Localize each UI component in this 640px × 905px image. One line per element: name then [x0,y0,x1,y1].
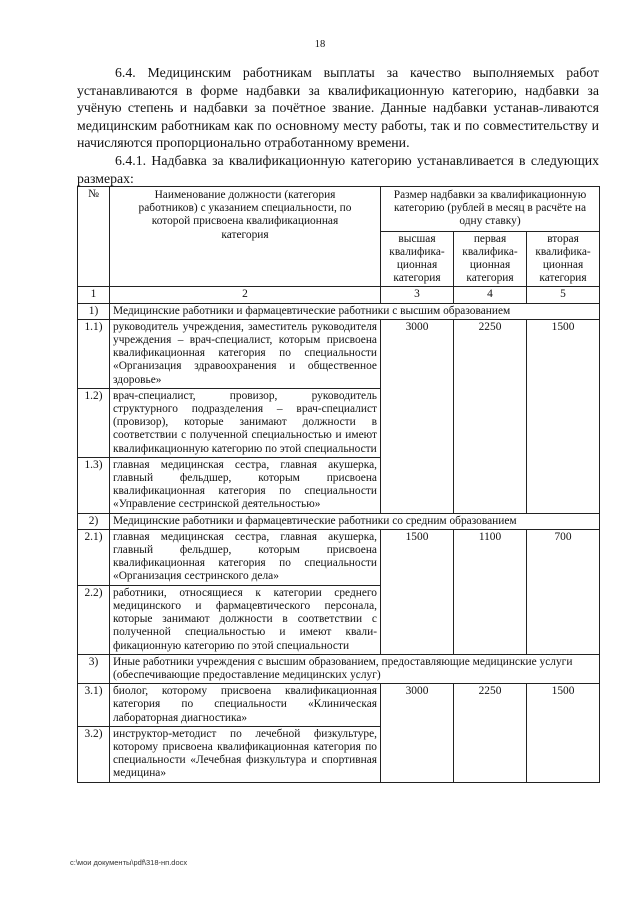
highest-category-value: 1500 [381,529,454,654]
table-header-row [78,187,600,232]
table-row [78,319,600,388]
section-number: 2) [78,513,110,529]
header-first-category: первая квалифика-ционная категория [454,231,527,287]
first-category-value: 1100 [454,529,527,654]
first-category-value: 2250 [454,319,527,513]
row-number: 3.2) [78,726,110,782]
row-position-text: главная медицинская сестра, главная акушерка, главный фельдшер, которым присвоена квалификационная категория по специальности «Организация сестринского дела» [110,529,381,585]
column-number: 3 [381,287,454,303]
section-title: Медицинские работники и фармацевтические работники с высшим образованием [110,303,600,319]
page-number: 18 [314,39,326,50]
row-number: 1.1) [78,319,110,388]
paragraph-6-4: 6.4. Медицинским работникам выплаты за качество выполняемых работ устанавливаются в форме надбавки за квалификационную категорию, надбавки за учёную степень и надбавки за почётное звание. Данные надбавки устанав-ливаются медицинским работникам как по основному месту работы, так и по совместительству и начисляются пропорционально отработанному времени. [77,65,599,151]
row-position-text: врач-специалист, провизор, руководитель структурного подразделения – врач-специалист (провизор), которые занимают должности в соответствии с полученной специальностью и имеют квалификационную категорию по этой специальности [110,388,381,457]
section-title: Иные работники учреждения с высшим образованием, предоставляющие медицинские услуги (обеспечивающие предоставление медицинских услуг) [110,654,600,683]
column-number: 4 [454,287,527,303]
column-number: 2 [110,287,381,303]
section-row [78,513,600,529]
header-position-name: Наименование должности (категория работников) с указанием специальности, по которой присвоена квалификационная категория [110,187,381,287]
allowance-table [77,186,600,783]
section-title: Медицинские работники и фармацевтические работники со средним образованием [110,513,600,529]
first-category-value: 2250 [454,684,527,782]
highest-category-value: 3000 [381,684,454,782]
column-numbers-row [78,287,600,303]
second-category-value: 1500 [527,684,600,782]
row-position-text: инструктор-методист по лечебной физкультуре, которому присвоена квалификационная категория по специальности «Лечебная физкультура и спортивная медицина» [110,726,381,782]
row-number: 1.2) [78,388,110,457]
row-number: 2.1) [78,529,110,585]
header-allowance-size: Размер надбавки за квалификационную категорию (рублей в месяц в расчёте на одну ставку) [381,187,600,232]
row-number: 3.1) [78,684,110,727]
section-row [78,654,600,683]
file-path-footer: c:\мои документы\pdf\318-нп.docx [70,858,188,867]
row-position-text: работники, относящиеся к категории среднего медицинского и фармацевтического персонала, которые занимают должности в соответствии с полученной специальностью и имеют квали-фикационную категорию по этой специальности [110,585,381,654]
column-number: 1 [78,287,110,303]
second-category-value: 1500 [527,319,600,513]
header-second-category: вторая квалифика-ционная категория [527,231,600,287]
header-number: № [78,187,110,287]
row-position-text: биолог, которому присвоена квалификационная категория по специальности «Клиническая лабораторная диагностика» [110,684,381,727]
header-highest-category: высшая квалифика-ционная категория [381,231,454,287]
paragraph-6-4-1: 6.4.1. Надбавка за квалификационную категорию устанавливается в следующих размерах: [77,152,599,186]
table-row [78,529,600,585]
highest-category-value: 3000 [381,319,454,513]
section-number: 1) [78,303,110,319]
column-number: 5 [527,287,600,303]
table-row [78,684,600,727]
section-row [78,303,600,319]
second-category-value: 700 [527,529,600,654]
row-position-text: главная медицинская сестра, главная акушерка, главный фельдшер, которым присвоена квалификационная категория по специальности «Управление сестринской деятельностью» [110,457,381,513]
row-number: 2.2) [78,585,110,654]
row-number: 1.3) [78,457,110,513]
section-number: 3) [78,654,110,683]
intro-text [77,64,599,187]
row-position-text: руководитель учреждения, заместитель руководителя учреждения – врач-специалист, которым присвоена квалификационная категория по специальности «Организация здравоохранения и общественное здоровье» [110,319,381,388]
